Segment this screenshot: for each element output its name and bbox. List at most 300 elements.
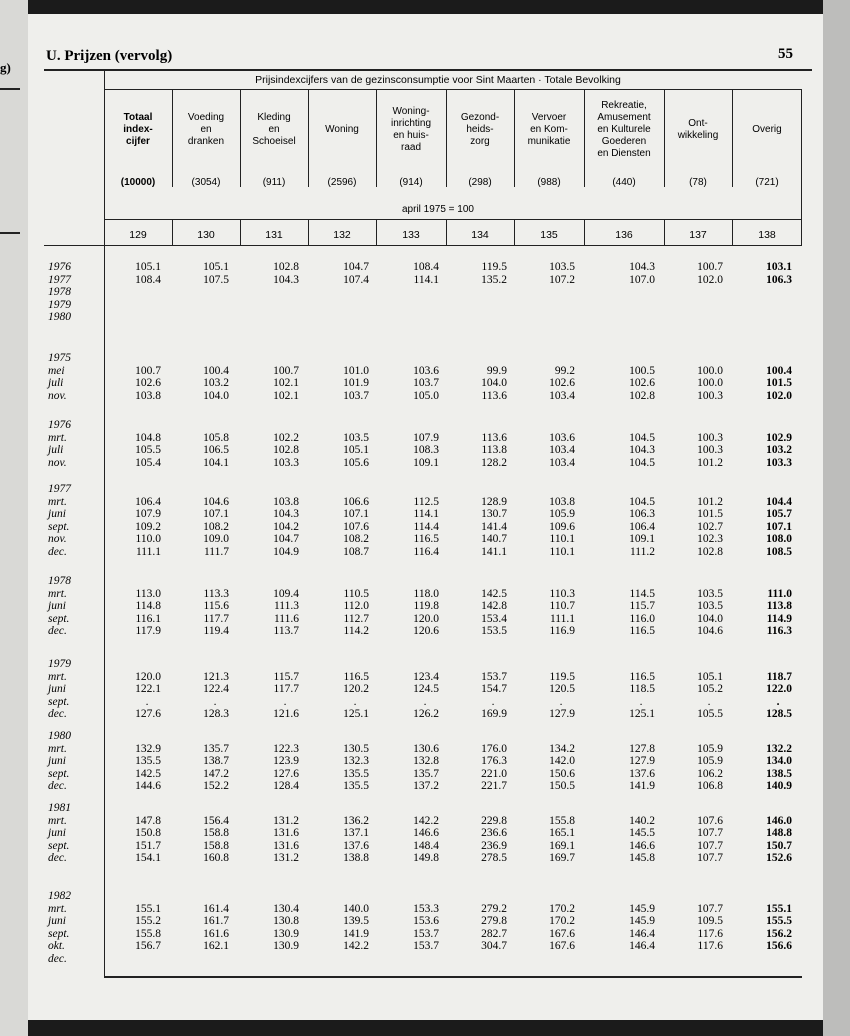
table-cell: 161.4 xyxy=(203,902,229,915)
table-cell: 107.7 xyxy=(697,839,723,852)
table-cell: . xyxy=(213,695,217,708)
table-cell: 111.0 xyxy=(767,587,792,600)
table-cell: 119.5 xyxy=(481,261,507,273)
table-cell: 132.8 xyxy=(413,755,439,767)
table-cell: 104.3 xyxy=(273,273,299,286)
table-cell: 158.8 xyxy=(203,839,229,852)
column-weight: (721) xyxy=(755,177,779,188)
table-cell: 158.8 xyxy=(203,827,229,839)
table-cell: 120.0 xyxy=(135,670,161,683)
table-cell: 142.8 xyxy=(481,600,507,612)
table-cell: 107.7 xyxy=(697,852,723,864)
table-bottom-rule xyxy=(104,976,802,978)
table-cell: 142.2 xyxy=(413,814,439,827)
table-cell: 102.0 xyxy=(766,389,792,402)
header-rule xyxy=(44,69,812,71)
table-cell: 110.1 xyxy=(549,533,575,545)
table-cell: 130.4 xyxy=(273,902,299,915)
table-cell: 104.8 xyxy=(135,431,161,444)
table-cell: 108.7 xyxy=(343,545,369,558)
table-cell: 140.2 xyxy=(629,814,655,827)
table-cell: 135.5 xyxy=(343,780,369,792)
table-cell: 152.6 xyxy=(766,852,792,864)
table-cell: 153.7 xyxy=(413,940,439,952)
table-cell: 142.5 xyxy=(481,587,507,600)
table-cell: 128.5 xyxy=(766,708,792,720)
table-cell: 128.2 xyxy=(481,456,507,469)
table-cell: 155.5 xyxy=(766,915,792,927)
table-cell: 106.5 xyxy=(203,444,229,456)
row-label: juli xyxy=(48,444,64,456)
table-cell: 108.3 xyxy=(413,444,439,456)
table-cell: 131.2 xyxy=(273,814,299,827)
table-cell: 156.6 xyxy=(766,940,792,952)
table-cell: 161.6 xyxy=(203,927,229,940)
table-cell: 99.2 xyxy=(554,364,575,377)
table-cell: 106.3 xyxy=(629,508,655,520)
table-cell: 140.0 xyxy=(343,902,369,915)
table-cell: 138.7 xyxy=(203,755,229,767)
table-cell: 103.5 xyxy=(549,261,575,273)
table-cell: 151.7 xyxy=(135,839,161,852)
table-cell: 116.4 xyxy=(413,545,439,558)
table-cell: 131.2 xyxy=(273,852,299,864)
table-cell: 221.0 xyxy=(481,767,507,780)
table-cell: 135.7 xyxy=(413,767,439,780)
table-cell: 99.9 xyxy=(486,364,507,377)
table-cell: 122.3 xyxy=(273,742,299,755)
table-cell: 236.6 xyxy=(481,827,507,839)
table-cell: 117.9 xyxy=(135,625,161,637)
table-cell: 105.1 xyxy=(697,670,723,683)
table-cell: 110.3 xyxy=(549,587,575,600)
table-cell: 106.2 xyxy=(697,767,723,780)
table-cell: 109.1 xyxy=(413,456,439,469)
table-cell: 110.5 xyxy=(343,587,369,600)
column-weight: (3054) xyxy=(191,177,221,188)
table-cell: 148.4 xyxy=(413,839,439,852)
column-header: Totaal index- cijfer xyxy=(123,112,153,147)
column-header: Gezond- heids- zorg xyxy=(460,112,500,147)
table-cell: 150.7 xyxy=(766,839,792,852)
table-cell: 106.8 xyxy=(697,780,723,792)
row-label: sept. xyxy=(48,767,70,780)
row-label: dec. xyxy=(48,852,67,864)
table-cell: 147.8 xyxy=(135,814,161,827)
table-cell: 105.5 xyxy=(135,444,161,456)
table-cell: 145.9 xyxy=(629,902,655,915)
table-cell: 104.7 xyxy=(343,261,369,273)
table-cell: 149.8 xyxy=(413,852,439,864)
table-cell: 146.4 xyxy=(629,927,655,940)
table-cell: 147.2 xyxy=(203,767,229,780)
table-cell: 169.9 xyxy=(481,708,507,720)
table-cell: 236.9 xyxy=(481,839,507,852)
table-cell: 112.5 xyxy=(413,495,439,508)
table-cell: 116.0 xyxy=(629,612,655,625)
table-cell: . xyxy=(491,695,495,708)
table-cell: 100.5 xyxy=(629,364,655,377)
table-cell: 145.9 xyxy=(629,915,655,927)
column-number: 130 xyxy=(197,229,215,241)
table-cell: 304.7 xyxy=(481,940,507,952)
table-cell: 109.1 xyxy=(629,533,655,545)
table-cell: 176.3 xyxy=(481,755,507,767)
table-cell: 146.4 xyxy=(629,940,655,952)
table-cell: 107.1 xyxy=(766,520,792,533)
table-cell: 221.7 xyxy=(481,780,507,792)
column-weight: (298) xyxy=(468,177,492,188)
book-spine-strip xyxy=(0,0,28,1036)
table-cell: 107.5 xyxy=(203,273,229,286)
table-cell: 167.6 xyxy=(549,940,575,952)
table-cell: 103.1 xyxy=(766,261,792,273)
table-cell: 161.7 xyxy=(203,915,229,927)
column-number: 131 xyxy=(265,229,283,241)
table-cell: 123.4 xyxy=(413,670,439,683)
table-cell: 105.7 xyxy=(766,508,792,520)
table-cell: 117.7 xyxy=(203,612,229,625)
table-cell: 122.0 xyxy=(766,683,792,695)
table-cell: 155.8 xyxy=(549,814,575,827)
table-cell: 105.1 xyxy=(203,261,229,273)
table-cell: 114.1 xyxy=(413,508,439,520)
table-cell: 105.1 xyxy=(135,261,161,273)
table-cell: 154.1 xyxy=(135,852,161,864)
table-cell: 116.5 xyxy=(629,670,655,683)
column-number: 135 xyxy=(540,229,558,241)
row-label: juni xyxy=(48,915,66,927)
table-cell: 102.7 xyxy=(697,520,723,533)
table-cell: 155.1 xyxy=(766,902,792,915)
table-cell: 103.8 xyxy=(273,495,299,508)
table-cell: 103.3 xyxy=(273,456,299,469)
row-label: mrt. xyxy=(48,902,67,915)
table-cell: 167.6 xyxy=(549,927,575,940)
row-label: 1979 xyxy=(48,658,71,670)
table-cell: 106.3 xyxy=(766,273,792,286)
column-weight: (911) xyxy=(262,177,286,188)
row-label: dec. xyxy=(48,780,67,792)
row-label: dec. xyxy=(48,952,67,965)
table-cell: 111.6 xyxy=(273,612,299,625)
table-cell: 116.5 xyxy=(413,533,439,545)
table-cell: 101.5 xyxy=(697,508,723,520)
table-cell: 102.6 xyxy=(629,377,655,389)
row-label: dec. xyxy=(48,708,67,720)
table-cell: 112.7 xyxy=(343,612,369,625)
table-cell: 102.1 xyxy=(273,377,299,389)
row-label: mei xyxy=(48,364,65,377)
table-cell: 105.9 xyxy=(549,508,575,520)
page-number: 55 xyxy=(778,46,793,62)
table-cell: 100.3 xyxy=(697,389,723,402)
table-cell: 115.6 xyxy=(203,600,229,612)
table-cell: 104.3 xyxy=(629,444,655,456)
table-cell: 155.1 xyxy=(135,902,161,915)
table-cell: 150.6 xyxy=(549,767,575,780)
table-cell: 145.8 xyxy=(629,852,655,864)
row-label: 1981 xyxy=(48,802,71,814)
column-number: 137 xyxy=(689,229,707,241)
table-cell: 162.1 xyxy=(203,940,229,952)
table-cell: 117.7 xyxy=(273,683,299,695)
table-cell: 100.0 xyxy=(697,364,723,377)
spine-rule xyxy=(0,88,20,90)
column-number: 136 xyxy=(615,229,633,241)
table-cell: 111.7 xyxy=(203,545,229,558)
previous-page-edge-text: g) xyxy=(0,60,11,75)
table-cell: 278.5 xyxy=(481,852,507,864)
table-cell: 141.9 xyxy=(629,780,655,792)
row-label: 1978 xyxy=(48,286,71,298)
table-cell: . xyxy=(707,695,711,708)
table-cell: 109.4 xyxy=(273,587,299,600)
table-cell: 142.5 xyxy=(135,767,161,780)
table-cell: 109.5 xyxy=(697,915,723,927)
table-cell: 141.4 xyxy=(481,520,507,533)
table-cell: 130.9 xyxy=(273,940,299,952)
column-weight: (78) xyxy=(689,177,707,188)
column-number-rule xyxy=(44,245,802,246)
table-cell: 113.8 xyxy=(766,600,792,612)
table-cell: 100.7 xyxy=(697,261,723,273)
table-cell: 141.1 xyxy=(481,545,507,558)
table-cell: 111.1 xyxy=(549,612,575,625)
table-cell: 130.8 xyxy=(273,915,299,927)
page-edge-shadow xyxy=(823,0,850,1036)
table-cell: 160.8 xyxy=(203,852,229,864)
row-label: juli xyxy=(48,377,64,389)
row-label: 1976 xyxy=(48,261,71,273)
table-cell: 169.7 xyxy=(549,852,575,864)
table-cell: 124.5 xyxy=(413,683,439,695)
table-cell: 114.8 xyxy=(135,600,161,612)
table-cell: 117.6 xyxy=(697,940,723,952)
table-cell: 137.6 xyxy=(629,767,655,780)
table-cell: 108.0 xyxy=(766,533,792,545)
table-cell: 105.9 xyxy=(697,755,723,767)
table-cell: 130.7 xyxy=(481,508,507,520)
table-cell: 104.6 xyxy=(203,495,229,508)
column-header: Ont- wikkeling xyxy=(677,118,719,141)
table-cell: . xyxy=(776,695,780,708)
row-label: juni xyxy=(48,600,66,612)
table-cell: 113.6 xyxy=(481,389,507,402)
table-cell: 170.2 xyxy=(549,902,575,915)
table-cell: 126.2 xyxy=(413,708,439,720)
table-cell: 155.2 xyxy=(135,915,161,927)
row-label: 1980 xyxy=(48,311,71,323)
table-cell: 106.4 xyxy=(629,520,655,533)
table-cell: 105.8 xyxy=(203,431,229,444)
table-cell: 113.6 xyxy=(481,431,507,444)
row-label: sept. xyxy=(48,839,70,852)
row-label: mrt. xyxy=(48,742,67,755)
table-cell: 118.5 xyxy=(629,683,655,695)
page-title: U. Prijzen (vervolg) xyxy=(46,48,173,64)
table-cell: 100.7 xyxy=(273,364,299,377)
table-cell: 116.5 xyxy=(343,670,369,683)
column-header: Woning xyxy=(325,124,359,135)
table-cell: 107.0 xyxy=(629,273,655,286)
table-cell: 102.8 xyxy=(629,389,655,402)
table-cell: 154.7 xyxy=(481,683,507,695)
table-cell: 152.2 xyxy=(203,780,229,792)
table-cell: 104.5 xyxy=(629,431,655,444)
table-cell: 114.9 xyxy=(766,612,792,625)
table-cell: 103.8 xyxy=(135,389,161,402)
table-cell: 113.3 xyxy=(203,587,229,600)
table-cell: 101.2 xyxy=(697,456,723,469)
table-cell: 137.1 xyxy=(343,827,369,839)
table-cell: 150.5 xyxy=(549,780,575,792)
table-cell: 130.5 xyxy=(343,742,369,755)
table-cell: 132.3 xyxy=(343,755,369,767)
table-cell: 107.9 xyxy=(413,431,439,444)
table-cell: 107.4 xyxy=(343,273,369,286)
row-label: 1980 xyxy=(48,730,71,742)
table-cell: 117.6 xyxy=(697,927,723,940)
row-label: okt. xyxy=(48,940,65,952)
table-cell: 113.7 xyxy=(273,625,299,637)
row-label: sept. xyxy=(48,612,70,625)
table-cell: 153.5 xyxy=(481,625,507,637)
table-cell: 111.2 xyxy=(629,545,655,558)
table-cell: 131.6 xyxy=(273,827,299,839)
table-cell: 107.9 xyxy=(135,508,161,520)
table-cell: 114.5 xyxy=(629,587,655,600)
table-cell: 100.4 xyxy=(766,364,792,377)
table-cell: 100.3 xyxy=(697,444,723,456)
row-label: sept. xyxy=(48,520,70,533)
table-cell: 104.3 xyxy=(629,261,655,273)
table-cell: 169.1 xyxy=(549,839,575,852)
table-cell: 102.3 xyxy=(697,533,723,545)
table-cell: 122.4 xyxy=(203,683,229,695)
table-cell: 141.9 xyxy=(343,927,369,940)
table-cell: 106.6 xyxy=(343,495,369,508)
row-label: mrt. xyxy=(48,431,67,444)
table-cell: 120.0 xyxy=(413,612,439,625)
table-cell: 121.6 xyxy=(273,708,299,720)
table-cell: 108.2 xyxy=(343,533,369,545)
table-banner: Prijsindexcijfers van de gezinsconsumptie voor Sint Maarten · Totale Bevolking xyxy=(255,74,621,86)
table-cell: . xyxy=(283,695,287,708)
row-label: mrt. xyxy=(48,587,67,600)
table-cell: . xyxy=(145,695,149,708)
table-cell: 103.3 xyxy=(766,456,792,469)
table-cell: 101.0 xyxy=(343,364,369,377)
column-header: Woning- inrichting en huis- raad xyxy=(390,106,432,153)
table-cell: 146.6 xyxy=(413,827,439,839)
table-cell: 119.5 xyxy=(549,670,575,683)
table-cell: 130.9 xyxy=(273,927,299,940)
table-cell: 120.6 xyxy=(413,625,439,637)
table-cell: 134.0 xyxy=(766,755,792,767)
table-cell: 127.9 xyxy=(629,755,655,767)
table-cell: 104.3 xyxy=(273,508,299,520)
column-weight: (10000) xyxy=(120,177,156,188)
table-cell: 103.7 xyxy=(343,389,369,402)
row-label: mrt. xyxy=(48,495,67,508)
table-cell: 103.2 xyxy=(203,377,229,389)
table-cell: 104.0 xyxy=(481,377,507,389)
table-cell: 132.2 xyxy=(766,742,792,755)
table-cell: 103.2 xyxy=(766,444,792,456)
column-header: Vervoer en Kom- munikatie xyxy=(527,112,571,147)
table-cell: 127.8 xyxy=(629,742,655,755)
table-cell: 103.4 xyxy=(549,389,575,402)
row-label: nov. xyxy=(48,456,67,469)
table-cell: 101.2 xyxy=(697,495,723,508)
table-cell: 115.7 xyxy=(629,600,655,612)
table-cell: 123.9 xyxy=(273,755,299,767)
table-cell: 128.4 xyxy=(273,780,299,792)
table-cell: 104.0 xyxy=(203,389,229,402)
column-weight: (988) xyxy=(537,177,561,188)
table-cell: 102.8 xyxy=(697,545,723,558)
table-cell: 105.9 xyxy=(697,742,723,755)
table-cell: 103.4 xyxy=(549,444,575,456)
table-cell: 146.6 xyxy=(629,839,655,852)
base-period-note: april 1975 = 100 xyxy=(401,204,474,215)
table-cell: 105.0 xyxy=(413,389,439,402)
table-cell: 106.4 xyxy=(135,495,161,508)
table-cell: 105.1 xyxy=(343,444,369,456)
table-cell: 127.6 xyxy=(273,767,299,780)
table-cell: 104.6 xyxy=(697,625,723,637)
spine-rule xyxy=(0,232,20,234)
table-cell: 112.0 xyxy=(343,600,369,612)
table-cell: 114.1 xyxy=(413,273,439,286)
table-cell: 140.9 xyxy=(766,780,792,792)
row-label: mrt. xyxy=(48,670,67,683)
table-cell: 131.6 xyxy=(273,839,299,852)
table-cell: 116.3 xyxy=(766,625,792,637)
table-cell: 125.1 xyxy=(629,708,655,720)
table-cell: 111.3 xyxy=(273,600,299,612)
table-cell: 103.5 xyxy=(697,587,723,600)
table-cell: 156.2 xyxy=(766,927,792,940)
table-cell: 155.8 xyxy=(135,927,161,940)
row-label: dec. xyxy=(48,625,67,637)
table-cell: 125.1 xyxy=(343,708,369,720)
row-label: 1977 xyxy=(48,483,71,495)
table-cell: 144.6 xyxy=(135,780,161,792)
table-cell: 146.0 xyxy=(766,814,792,827)
table-cell: 153.3 xyxy=(413,902,439,915)
table-cell: 116.9 xyxy=(549,625,575,637)
column-weight: (914) xyxy=(399,177,423,188)
table-cell: 105.2 xyxy=(697,683,723,695)
table-cell: 156.4 xyxy=(203,814,229,827)
row-label: juni xyxy=(48,827,66,839)
table-cell: 100.4 xyxy=(203,364,229,377)
row-label: juni xyxy=(48,683,66,695)
table-cell: 102.6 xyxy=(549,377,575,389)
row-label: mrt. xyxy=(48,814,67,827)
table-cell: 153.7 xyxy=(413,927,439,940)
column-number: 134 xyxy=(471,229,489,241)
table-cell: 109.2 xyxy=(135,520,161,533)
table-cell: 142.0 xyxy=(549,755,575,767)
table-cell: 135.2 xyxy=(481,273,507,286)
table-cell: . xyxy=(423,695,427,708)
table-cell: 110.1 xyxy=(549,545,575,558)
table-cell: 116.1 xyxy=(135,612,161,625)
table-cell: 116.5 xyxy=(629,625,655,637)
